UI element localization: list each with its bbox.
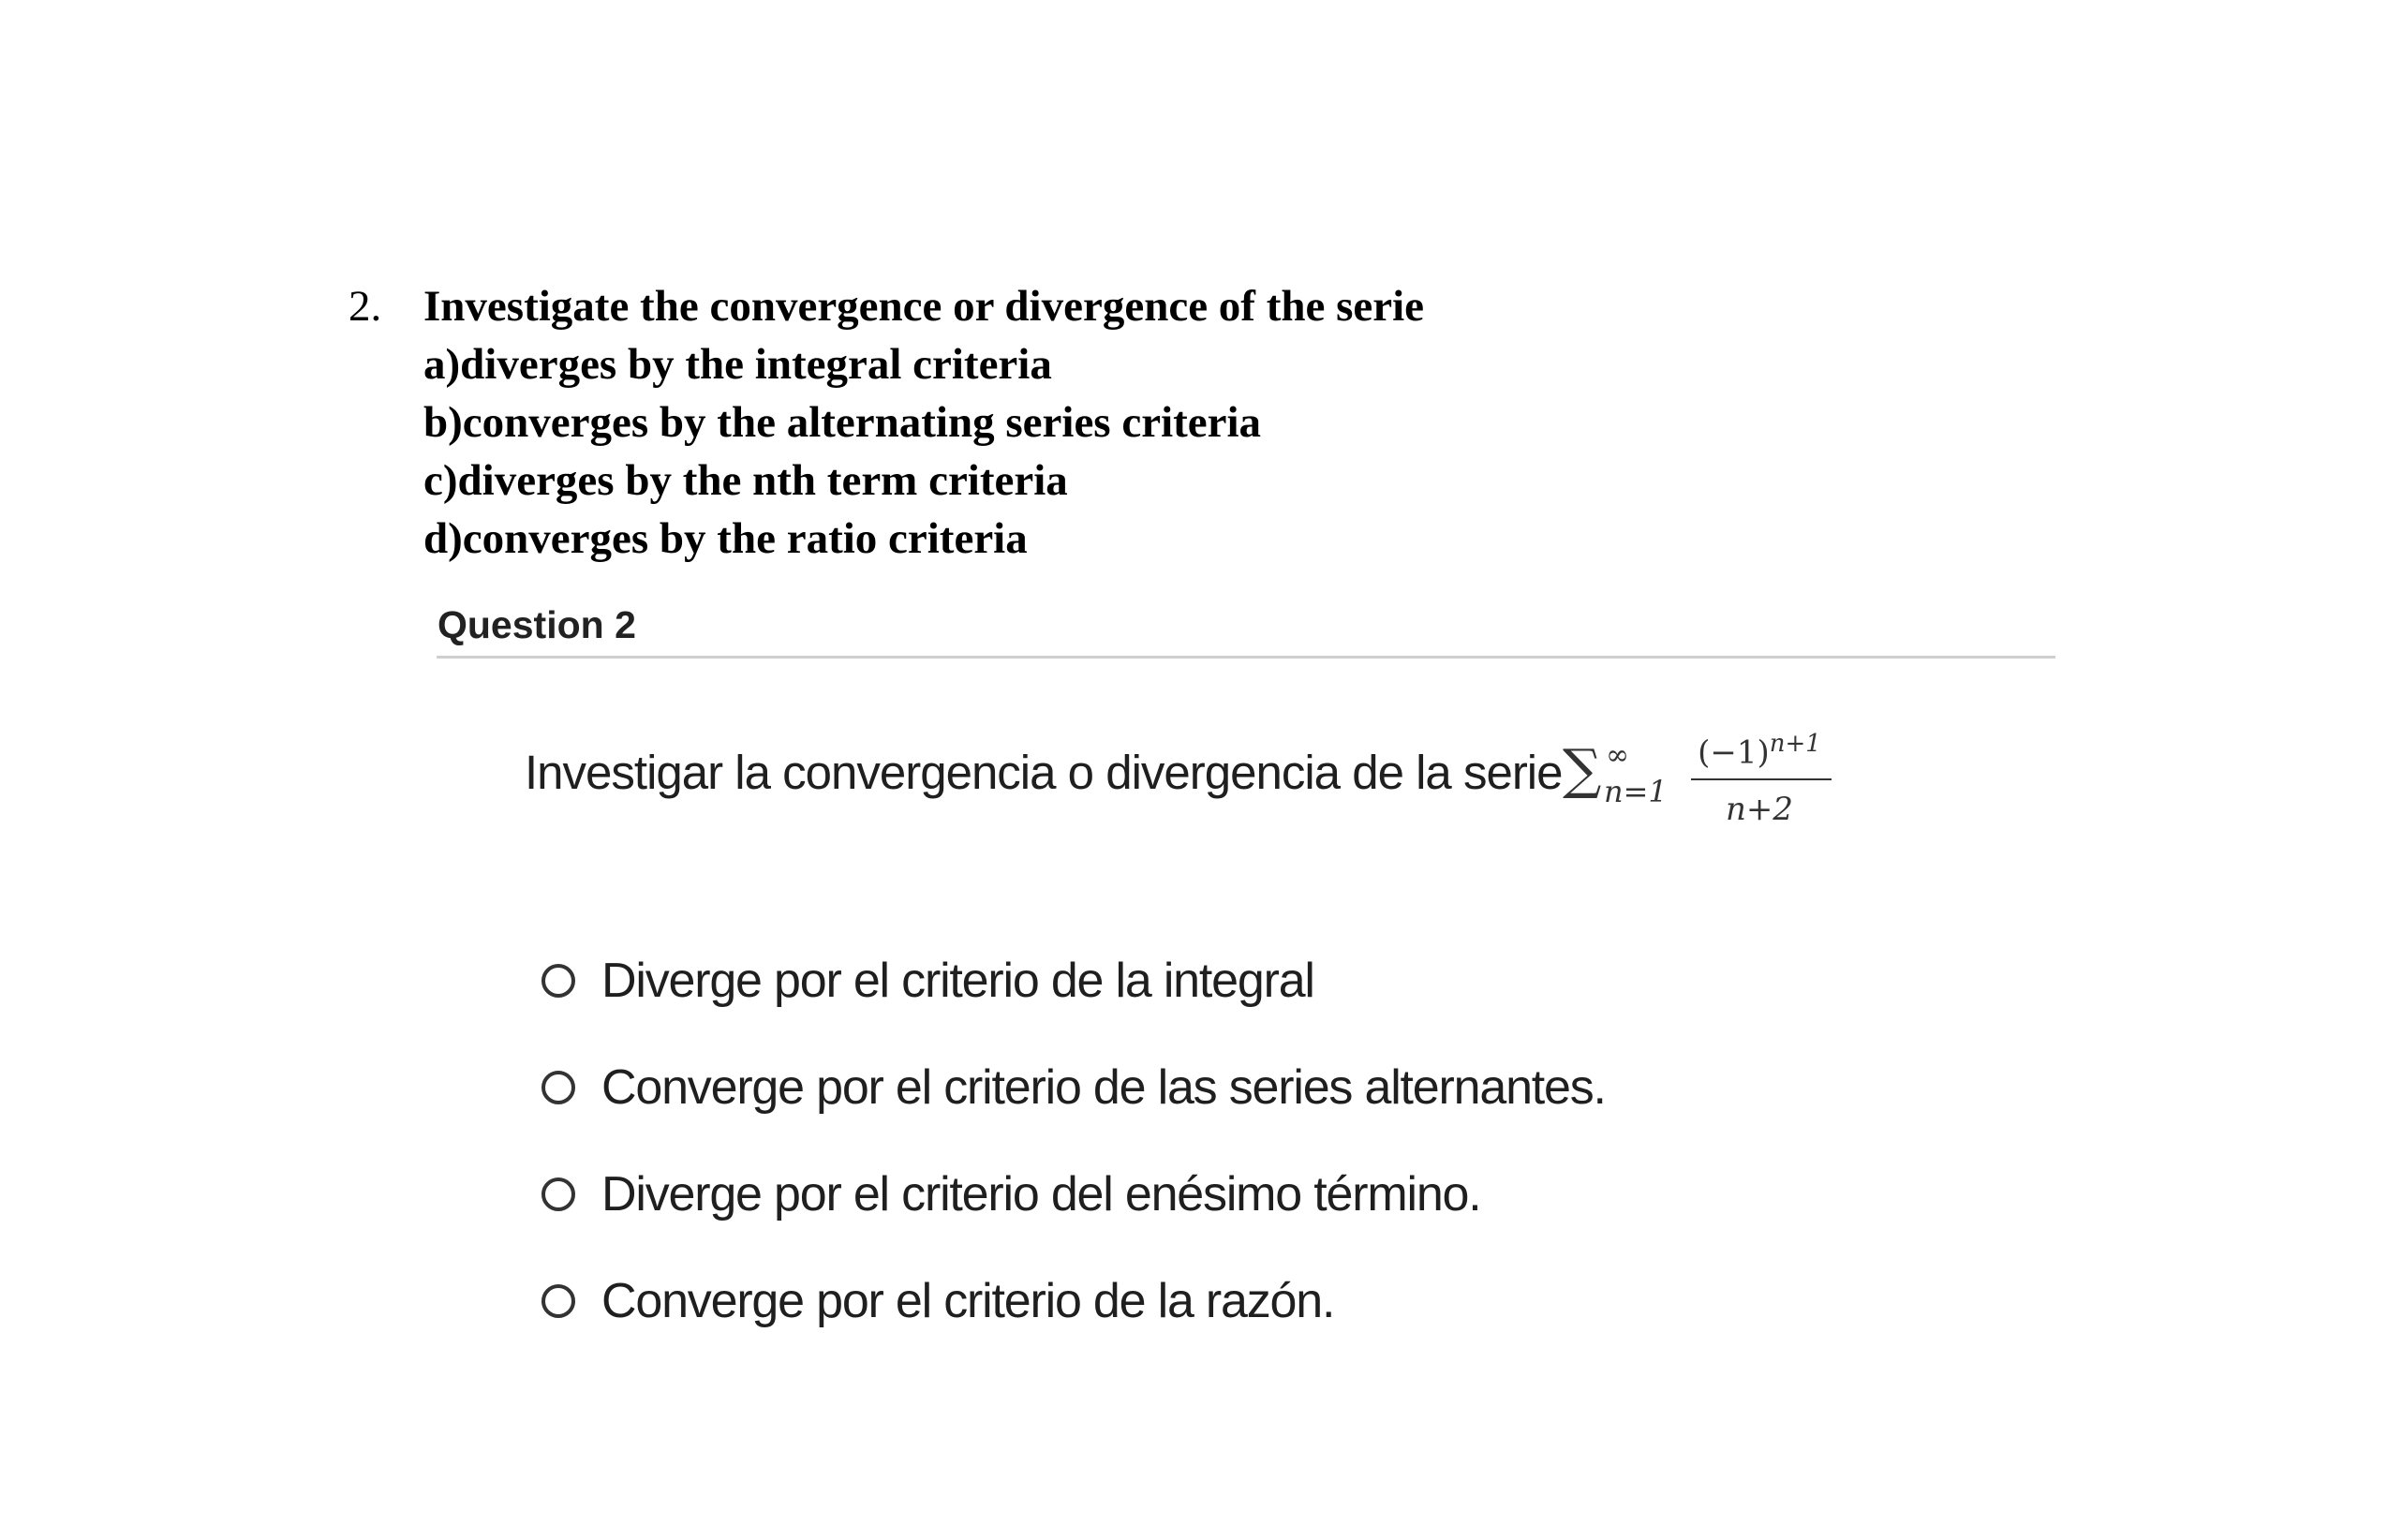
upper-limit: ∞ [1606,739,1629,772]
fraction-denominator: n+2 [1725,791,1794,828]
english-problem [349,277,2128,568]
answer-option[interactable] [541,1034,1606,1141]
problem-option-b: b)converges by the alternating series criteria [423,398,1262,447]
problem-option-d: d)converges by the ratio criteria [423,514,1028,563]
problem-lines [423,277,1424,568]
radio-button[interactable] [541,1284,575,1318]
lower-limit: n=1 [1604,774,1668,809]
answer-option-label: Converge por el criterio de las series alternantes. [601,1060,1606,1115]
question-prompt: Investigar la convergencia o divergencia de la serie [525,746,1563,799]
series-formula [1563,723,1862,836]
summation-symbol: ∑ [1563,737,1602,801]
fraction-bar [1691,778,1832,780]
radio-button[interactable] [541,1071,575,1104]
numerator-base: (−1) [1698,733,1770,772]
question-divider [437,656,2055,659]
answer-option-label: Diverge por el criterio del enésimo término. [601,1167,1481,1222]
answer-option[interactable] [541,1141,1606,1248]
problem-option-a: a)diverges by the integral criteria [423,340,1052,389]
fraction-numerator [1689,728,1830,772]
radio-button[interactable] [541,964,575,998]
answer-option-label: Converge por el criterio de la razón. [601,1274,1335,1328]
numerator-exponent: n+1 [1769,730,1821,758]
problem-number: 2. [349,282,382,331]
answer-option[interactable] [541,1248,1606,1355]
answer-options [541,927,1606,1355]
answer-option[interactable] [541,927,1606,1034]
radio-button[interactable] [541,1177,575,1211]
question-header: Question 2 [438,603,636,646]
problem-option-c: c)diverges by the nth term criteria [423,456,1068,505]
answer-option-label: Diverge por el criterio de la integral [601,954,1314,1008]
problem-statement: Investigate the convergence or divergence of the serie [423,282,1425,331]
